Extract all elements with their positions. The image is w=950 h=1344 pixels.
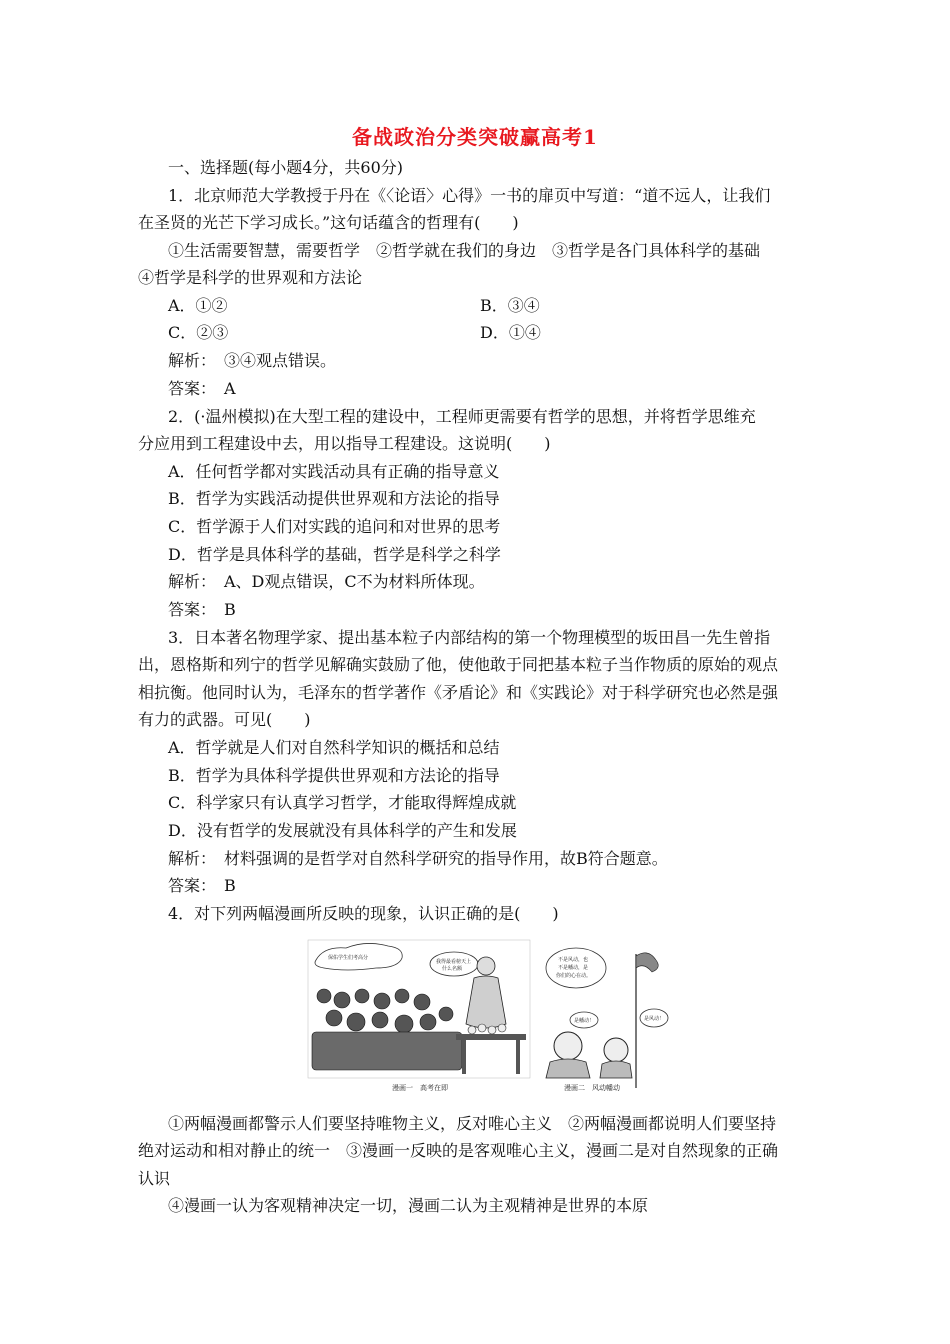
q4-items-line3: 认识 bbox=[138, 1169, 171, 1188]
cartoon2-bubble-1-line1: 不是风动，也 bbox=[558, 957, 589, 963]
deity-body bbox=[466, 976, 506, 1028]
q1-items-line1: ①生活需要智慧，需要哲学 ②哲学就在我们的身边 ③哲学是各门具体科学的基础 bbox=[168, 241, 761, 260]
monk-right-body bbox=[600, 1061, 632, 1078]
monk-left-head bbox=[554, 1032, 582, 1060]
cartoon2-bubble-1-line2: 不是幡动，是 bbox=[558, 965, 589, 971]
cartoon2-caption: 漫画二 风动幡动 bbox=[564, 1084, 620, 1092]
q1-stem-line1: 1．北京师范大学教授于丹在《〈论语〉心得》一书的扉页中写道：“道不远人，让我们 bbox=[168, 186, 771, 205]
cartoon2-bubble-2: 是幡动！ bbox=[574, 1018, 595, 1024]
q3-answer: 答案： B bbox=[168, 876, 236, 895]
student-crowd bbox=[312, 989, 462, 1070]
q4-items-line4: ④漫画一认为客观精神决定一切，漫画二认为主观精神是世界的本原 bbox=[168, 1196, 649, 1215]
cartoon2-bubble-3: 是风动！ bbox=[644, 1016, 665, 1022]
q3-analysis: 解析： 材料强调的是哲学对自然科学研究的指导作用，故B符合题意。 bbox=[168, 849, 668, 868]
cartoon1-bubble-2-line2: 什么名额 bbox=[442, 966, 463, 972]
section-heading: 一、选择题(每小题4分，共60分) bbox=[168, 158, 404, 177]
q2-option-d: D．哲学是具体科学的基础，哲学是科学之科学 bbox=[168, 545, 501, 564]
q3-stem-line2: 出，恩格斯和列宁的哲学见解确实鼓励了他，使他敢于同把基本粒子当作物质的原始的观点 bbox=[138, 655, 779, 674]
cartoon-figure bbox=[306, 938, 673, 1096]
cartoon2 bbox=[546, 948, 668, 1092]
banner bbox=[636, 953, 658, 972]
cartoon1-caption: 漫画一 高考在即 bbox=[392, 1084, 448, 1092]
q3-stem-line4: 有力的武器。可见( ) bbox=[138, 710, 311, 729]
q3-stem-line1: 3．日本著名物理学家、提出基本粒子内部结构的第一个物理模型的坂田昌一先生曾指 bbox=[168, 628, 771, 647]
q4-items-line1: ①两幅漫画都警示人们要坚持唯物主义，反对唯心主义 ②两幅漫画都说明人们要坚持 bbox=[168, 1114, 777, 1133]
q2-option-a: A．任何哲学都对实践活动具有正确的指导意义 bbox=[168, 462, 500, 481]
q4-stem: 4．对下列两幅漫画所反映的现象，认识正确的是( ) bbox=[168, 904, 559, 923]
q2-stem-line2: 分应用到工程建设中去，用以指导工程建设。这说明( ) bbox=[138, 434, 551, 453]
q2-stem-line1: 2．(·温州模拟)在大型工程的建设中，工程师更需要有哲学的思想，并将哲学思维充 bbox=[168, 407, 756, 426]
q1-items-line2: ④哲学是科学的世界观和方法论 bbox=[138, 268, 363, 287]
q2-option-b: B．哲学为实践活动提供世界观和方法论的指导 bbox=[168, 489, 500, 508]
altar-table bbox=[456, 1034, 526, 1040]
deity-head bbox=[477, 957, 495, 975]
monk-right-head bbox=[604, 1038, 628, 1062]
q1-option-b: B．③④ bbox=[480, 296, 540, 315]
q3-option-a: A．哲学就是人们对自然科学知识的概括和总结 bbox=[168, 738, 500, 757]
q2-analysis: 解析： A、D观点错误，C不为材料所体现。 bbox=[168, 572, 485, 591]
cartoon1-bubble-1: 保佑学生们考高分 bbox=[328, 955, 369, 961]
monk-left-body bbox=[546, 1059, 590, 1078]
q1-option-c: C．②③ bbox=[168, 323, 229, 342]
cartoon1 bbox=[308, 940, 530, 1092]
q1-option-a: A．①② bbox=[168, 296, 228, 315]
q2-answer: 答案： B bbox=[168, 600, 236, 619]
q1-analysis: 解析： ③④观点错误。 bbox=[168, 351, 337, 370]
q2-option-c: C．哲学源于人们对实践的追问和对世界的思考 bbox=[168, 517, 501, 536]
q1-answer: 答案： A bbox=[168, 379, 236, 398]
q3-option-b: B．哲学为具体科学提供世界观和方法论的指导 bbox=[168, 766, 500, 785]
cartoon2-bubble-1-line3: 你们的心在动。 bbox=[556, 973, 592, 979]
q3-stem-line3: 相抗衡。他同时认为，毛泽东的哲学著作《矛盾论》和《实践论》对于科学研究也必然是强 bbox=[138, 683, 779, 702]
altar-leg-left bbox=[462, 1040, 466, 1074]
cartoon1-bubble-2-line1: 我得最看榜天上 bbox=[436, 959, 472, 965]
document-title: 备战政治分类突破赢高考1 bbox=[352, 125, 598, 149]
altar-leg-right bbox=[516, 1040, 520, 1074]
q1-option-d: D．①④ bbox=[480, 323, 541, 342]
q3-option-c: C．科学家只有认真学习哲学，才能取得辉煌成就 bbox=[168, 793, 517, 812]
q1-stem-line2: 在圣贤的光芒下学习成长。”这句话蕴含的哲理有( ) bbox=[138, 213, 519, 232]
q3-option-d: D．没有哲学的发展就没有具体科学的产生和发展 bbox=[168, 821, 517, 840]
q4-items-line2: 绝对运动和相对静止的统一 ③漫画一反映的是客观唯心主义，漫画二是对自然现象的正确 bbox=[138, 1141, 779, 1160]
